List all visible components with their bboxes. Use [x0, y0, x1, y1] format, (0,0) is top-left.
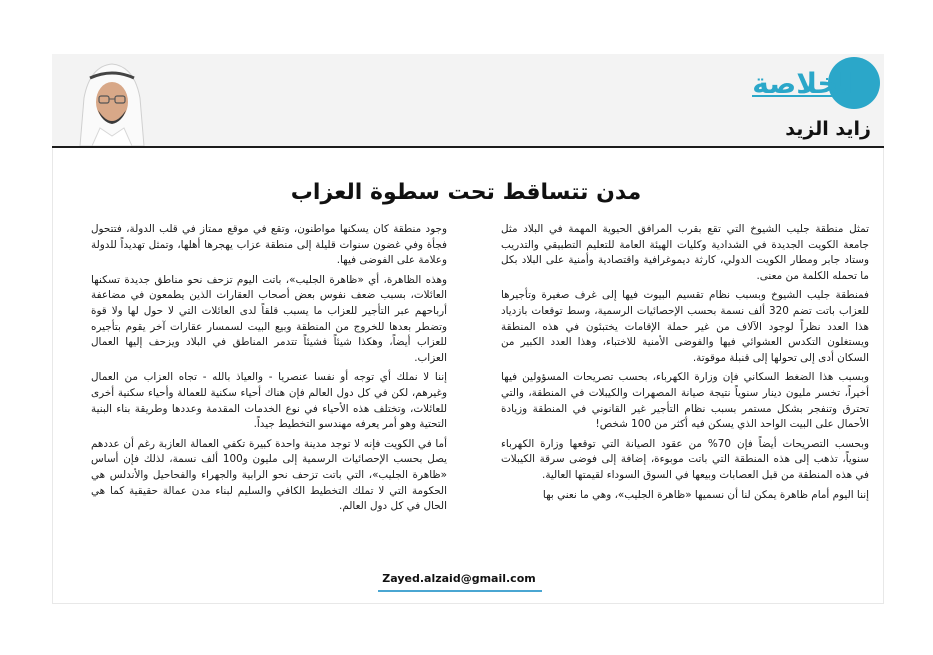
- paragraph: وبسبب هذا الضغط السكاني فإن وزارة الكهرباء، بحسب تصريحات المسؤولين فيها أخيراً، تخسر مليون دينار سنوياً نتيجة صيانة المصهرات والكيبلات في المنطقة، والتي تحترق وتنفجر بشكل مستمر بسبب نظام التأجير غير القانوني في المنطقة وزيادة الأحمال على البيت الواحد الذي يسكن فيه أكثر من 100 شخص!: [501, 371, 869, 431]
- author-name: زايد الزيد: [785, 118, 871, 140]
- author-email[interactable]: Zayed.alzaid@gmail.com: [382, 572, 536, 585]
- section-logo-text: الخلاصة: [752, 67, 858, 100]
- email-underline: [378, 590, 542, 592]
- article-headline: مدن تتساقط تحت سطوة العزاب: [290, 180, 642, 205]
- paragraph: أما في الكويت فإنه لا توجد مدينة واحدة كبيرة تكفي العمالة العازبة رغم أن عددهم يصل بحسب الإحصائيات الرسمية إلى مليون و100 ألف نسمة، لذلك فإن أساس «ظاهرة الجليب»، التي باتت تزحف نحو الرابية والجهراء والفحاحيل والأندلس هي الحكومة التي لا تملك التخطيط الكافي والسليم لبناء مدن عمالة حقيقية كما هي الحال في كل دول العالم.: [91, 437, 448, 513]
- author-photo: [70, 58, 154, 146]
- article-column-left: [91, 222, 447, 519]
- article-column-right: [501, 222, 869, 507]
- paragraph: فمنطقة جليب الشيوخ وبسبب نظام تقسيم البيوت فيها إلى غرف صغيرة وتأجيرها للعزاب باتت تضم 320 ألف نسمة بحسب الإحصائيات الرسمية، وسط توقعات بازدياد هذا العدد نظراً لوجود الآلاف من غير حملة الإقامات يختبئون في هذه المنطقة ويستغلون التكدس العشوائي فيها والفوضى الأمنية للاختباء، وهذا العدد الكبير من السكان أدى إلى تحولها إلى قنبلة موقوتة.: [501, 289, 869, 364]
- paragraph: تمثل منطقة جليب الشيوخ التي تقع بقرب المرافق الحيوية المهمة في البلاد مثل جامعة الكويت الجديدة في الشدادية وكليات الهيئة العامة للتعليم التطبيقي والتدريب وستاد جابر ومطار الكويت الدولي، كارثة ديموغرافية واقتصادية وأمنية على البلاد بكل ما تحمله الكلمة من معنى.: [501, 223, 869, 282]
- paragraph: وبحسب التصريحات أيضاً فإن 70% من عقود الصيانة التي توقعها وزارة الكهرباء سنوياً، تذهب إلى هذه المنطقة التي باتت موبوءة، إضافة إلى فوضى سرقة الكيبلات في هذه المنطقة من قبل العصابات وبيعها في السوق السوداء لقيمتها العالية.: [501, 437, 869, 481]
- paragraph: إننا اليوم أمام ظاهرة يمكن لنا أن نسميها «ظاهرة الجليب»، وهي ما نعني بها: [542, 488, 869, 501]
- paragraph: وجود منطقة كان يسكنها مواطنون، وتقع في موقع ممتاز في قلب الدولة، فتتحول فجأة وفي غضون سنوات قليلة إلى منطقة عزاب يهجرها أهلها، وتمثل تهديداً للدولة وعلامة على الفوضى فيها.: [91, 223, 447, 267]
- paragraph: إننا لا نملك أي توجه أو نفسا عنصريا - والعياذ بالله - تجاه العزاب من العمال وغيرهم، لكن في كل دول العالم فإن هناك أحياء سكنية للعمالة وأحياء سكنية أخرى للعائلات، وتختلف هذه الأحياء في نوع الخدمات المقدمة وعددها وطريقة بناء البنية التحتية وهو أمر يعرفه مهندسو التخطيط جيداً.: [91, 371, 447, 431]
- paragraph: وهذه الظاهرة، أي «ظاهرة الجليب»، باتت اليوم تزحف نحو مناطق جديدة تسكنها العائلات، بسبب ضعف نفوس بعض أصحاب العقارات الذين يطمعون في مضاعفة أرباحهم عبر التأجير للعزاب ما يسبب قلقاً لدى العائلات التي لا حول لها ولا قوة وتضطر بعدها للخروج من المنطقة وبيع البيت لسمسار عقارات آخر يقوم بتأجيره للعزاب أيضاً، وهكذا شيئاً فشيئاً تتدمر المناطق في البلاد ويزحف إليها العمال العزاب.: [91, 273, 447, 364]
